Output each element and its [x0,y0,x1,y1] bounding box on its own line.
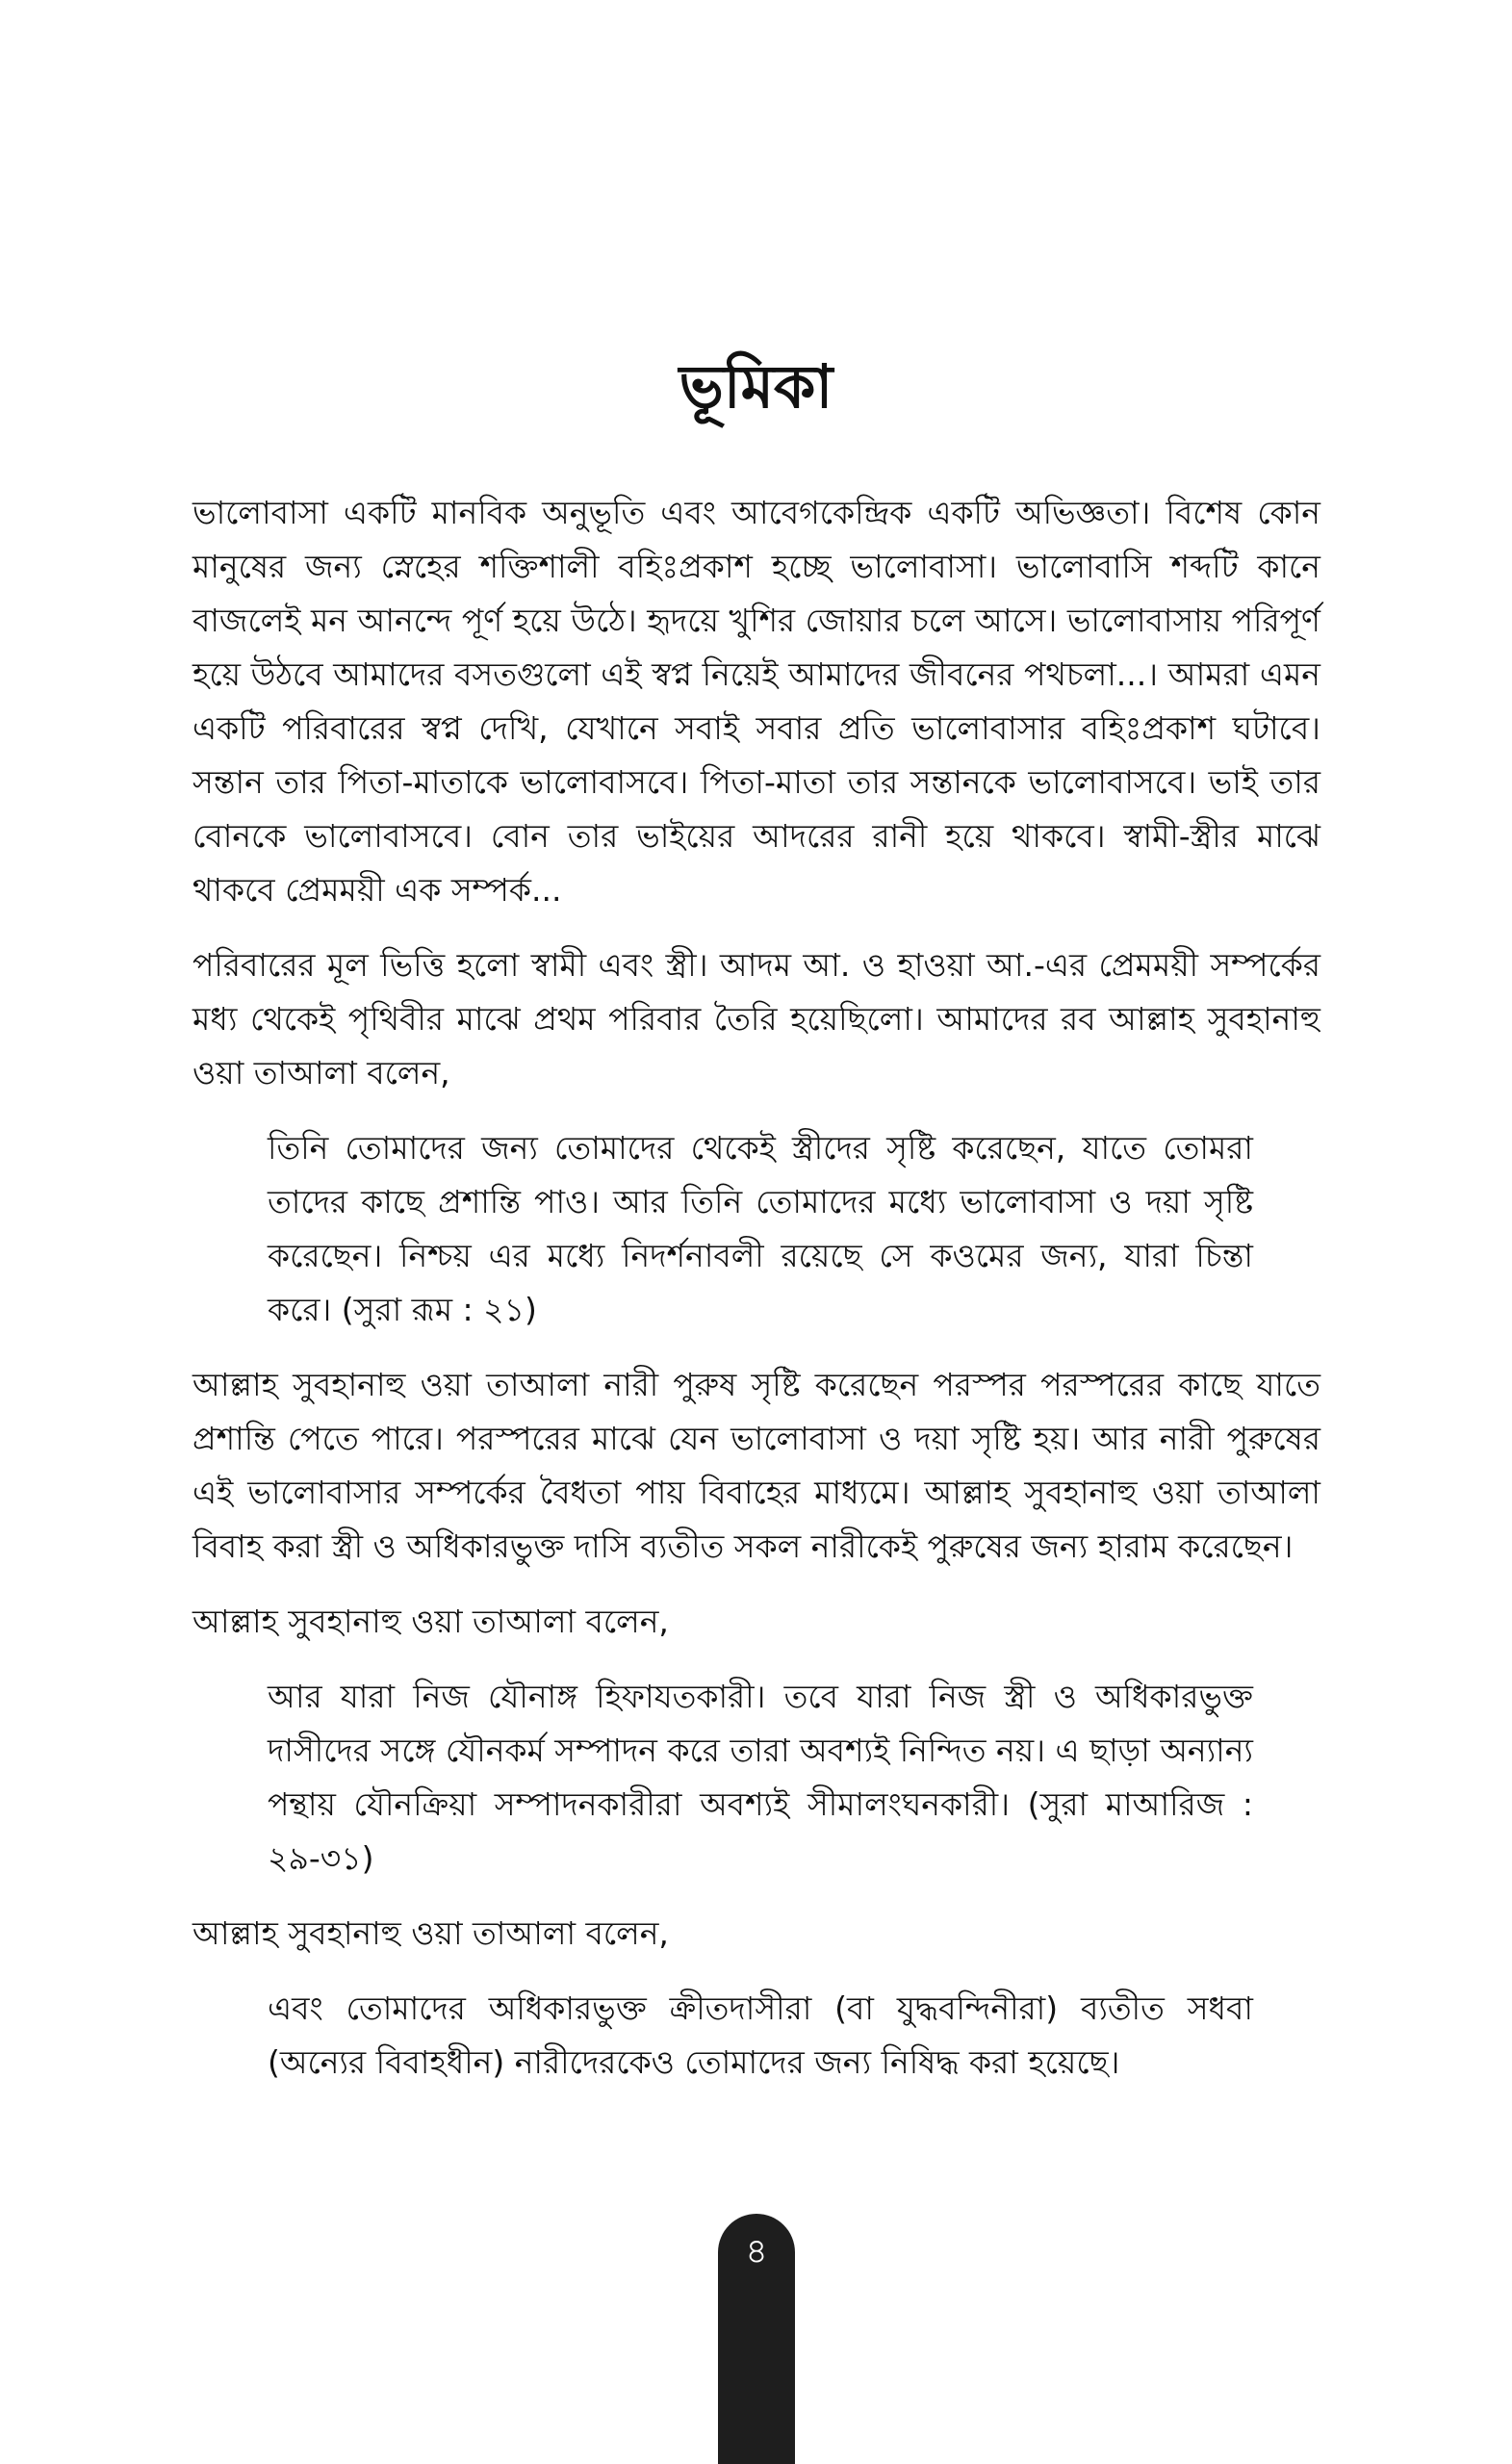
paragraph-allah-says-1: আল্লাহ সুবহানাহু ওয়া তাআলা বলেন, [192,1603,669,1640]
quote-surah-maarij: আর যারা নিজ যৌনাঙ্গ হিফাযতকারী। তবে যারা নিজ স্ত্রী ও অধিকারভুক্ত দাসীদের সঙ্গে যৌনকর্ম সম্পাদন করে তারা অবশ্যই নিন্দিত নয়। এ ছাড়া অন্যান্য পন্থায় যৌনক্রিয়া সম্পাদনকারীরা অবশ্যই সীমালংঘনকারী। (সুরা মাআরিজ : ২৯-৩১) [268,1678,1253,1877]
paragraph-love-intro: ভালোবাসা একটি মানবিক অনুভূতি এবং আবেগকেন্দ্রিক একটি অভিজ্ঞতা। বিশেষ কোন মানুষের জন্য স্নেহের শক্তিশালী বহিঃপ্রকাশ হচ্ছে ভালোবাসা। ভালোবাসি শব্দটি কানে বাজলেই মন আনন্দে পূর্ণ হয়ে উঠে। হৃদয়ে খুশির জোয়ার চলে আসে। ভালোবাসায় পরিপূর্ণ হয়ে উঠবে আমাদের বসতগুলো এই স্বপ্ন নিয়েই আমাদের জীবনের পথচলা...। আমরা এমন একটি পরিবারের স্বপ্ন দেখি, যেখানে সবাই সবার প্রতি ভালোবাসার বহিঃপ্রকাশ ঘটাবে। সন্তান তার পিতা-মাতাকে ভালোবাসবে। পিতা-মাতা তার সন্তানকে ভালোবাসবে। ভাই তার বোনকে ভালোবাসবে। বোন তার ভাইয়ের আদরের রানী হয়ে থাকবে। স্বামী-স্ত্রীর মাঝে থাকবে প্রেমময়ী এক সম্পর্ক... [192,494,1320,909]
quote-captives: এবং তোমাদের অধিকারভুক্ত ক্রীতদাসীরা (বা যুদ্ধবন্দিনীরা) ব্যতীত সধবা (অন্যের বিবাহধীন) নারীদেরকেও তোমাদের জন্য নিষিদ্ধ করা হয়েছে। [268,1989,1253,2081]
paragraph-family-foundation: পরিবারের মূল ভিত্তি হলো স্বামী এবং স্ত্রী। আদম আ. ও হাওয়া আ.-এর প্রেমময়ী সম্পর্কের মধ্য থেকেই পৃথিবীর মাঝে প্রথম পরিবার তৈরি হয়েছিলো। আমাদের রব আল্লাহ সুবহানাহু ওয়া তাআলা বলেন, [192,946,1320,1091]
paragraph-allah-says-2: আল্লাহ সুবহানাহু ওয়া তাআলা বলেন, [192,1914,669,1952]
page-number-tab [718,2214,795,2464]
page-title: ভূমিকা [679,351,833,422]
body-text [192,486,1320,2111]
quote-surah-rum: তিনি তোমাদের জন্য তোমাদের থেকেই স্ত্রীদের সৃষ্টি করেছেন, যাতে তোমরা তাদের কাছে প্রশান্তি পাও। আর তিনি তোমাদের মধ্যে ভালোবাসা ও দয়া সৃষ্টি করেছেন। নিশ্চয় এর মধ্যে নিদর্শনাবলী রয়েছে সে কওমের জন্য, যারা চিন্তা করে। (সুরা রূম : ২১) [268,1129,1253,1328]
page-number: ৪ [745,2232,768,2272]
paragraph-marriage: আল্লাহ সুবহানাহু ওয়া তাআলা নারী পুরুষ সৃষ্টি করেছেন পরস্পর পরস্পরের কাছে যাতে প্রশান্তি পেতে পারে। পরস্পরের মাঝে যেন ভালোবাসা ও দয়া সৃষ্টি হয়। আর নারী পুরুষের এই ভালোবাসার সম্পর্কের বৈধতা পায় বিবাহের মাধ্যমে। আল্লাহ সুবহানাহু ওয়া তাআলা বিবাহ করা স্ত্রী ও অধিকারভুক্ত দাসি ব্যতীত সকল নারীকেই পুরুষের জন্য হারাম করেছেন। [192,1366,1320,1565]
